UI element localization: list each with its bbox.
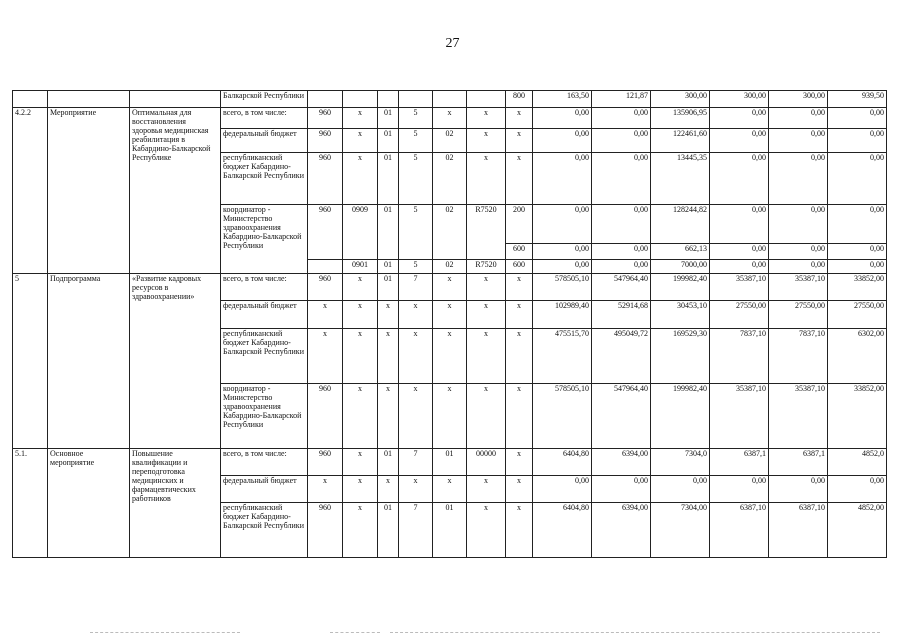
pr-code: 01	[378, 153, 399, 205]
value-cell: 0,00	[533, 205, 592, 244]
budget-table	[12, 90, 887, 558]
value-cell: 939,50	[828, 91, 887, 108]
value-cell: 0,00	[769, 205, 828, 244]
csr-code-2: x	[433, 274, 467, 301]
value-cell: 6404,80	[533, 503, 592, 558]
csr-code-3: x	[467, 301, 506, 329]
value-cell: 0,00	[769, 108, 828, 129]
table-row	[13, 274, 887, 301]
value-cell: 35387,10	[769, 274, 828, 301]
rz-code: x	[343, 449, 378, 476]
csr-code-3: 00000	[467, 449, 506, 476]
pr-code: 01	[378, 108, 399, 129]
vr-code: 800	[506, 91, 533, 108]
funding-source: координатор - Министерство здравоохранения Кабардино-Балкарской Республики	[221, 205, 308, 274]
value-cell: 30453,10	[651, 301, 710, 329]
table-row	[13, 449, 887, 476]
scan-edge-line	[390, 632, 880, 633]
pr-code: 01	[378, 205, 399, 260]
pr-code: x	[378, 329, 399, 384]
csr-code-3: R7520	[467, 260, 506, 274]
csr-code-1: x	[399, 384, 433, 449]
vr-code: x	[506, 503, 533, 558]
value-cell: 578505,10	[533, 274, 592, 301]
value-cell: 0,00	[828, 108, 887, 129]
item-status: Основное мероприятие	[48, 449, 130, 558]
item-name: «Развитие кадровых ресурсов в здравоохранении»	[130, 274, 221, 449]
rz-code: 0909	[343, 205, 378, 260]
value-cell: 4852,00	[828, 503, 887, 558]
vr-code: x	[506, 476, 533, 503]
page-number: 27	[445, 36, 460, 51]
value-cell: 578505,10	[533, 384, 592, 449]
csr-code-2: 02	[433, 153, 467, 205]
value-cell: 13445,35	[651, 153, 710, 205]
rz-code: x	[343, 329, 378, 384]
item-status: Мероприятие	[48, 108, 130, 274]
grbs-code: 960	[308, 503, 343, 558]
item-name: Оптимальная для восстановления здоровья медицинская реабилитация в Кабардино-Балкарской Республике	[130, 108, 221, 274]
value-cell: 0,00	[592, 244, 651, 260]
pr-code: 01	[378, 449, 399, 476]
value-cell: 6394,00	[592, 503, 651, 558]
value-cell: 33852,00	[828, 384, 887, 449]
value-cell: 135906,95	[651, 108, 710, 129]
value-cell: 7304,0	[651, 449, 710, 476]
rz-code: x	[343, 108, 378, 129]
csr-code-3: x	[467, 129, 506, 153]
csr-code-3: x	[467, 108, 506, 129]
value-cell: 0,00	[769, 129, 828, 153]
vr-code: x	[506, 449, 533, 476]
value-cell: 0,00	[651, 476, 710, 503]
value-cell: 6387,1	[710, 449, 769, 476]
csr-code-2: 02	[433, 260, 467, 274]
csr-code-2: 02	[433, 129, 467, 153]
value-cell: 6387,1	[769, 449, 828, 476]
value-cell: 6394,00	[592, 449, 651, 476]
csr-code-3: x	[467, 476, 506, 503]
value-cell: 0,00	[533, 129, 592, 153]
csr-code-2: 02	[433, 205, 467, 260]
funding-source: Балкарской Республики	[221, 91, 308, 108]
value-cell: 6302,00	[828, 329, 887, 384]
value-cell: 0,00	[710, 476, 769, 503]
value-cell: 475515,70	[533, 329, 592, 384]
vr-code: x	[506, 274, 533, 301]
rz-code: x	[343, 503, 378, 558]
value-cell: 35387,10	[710, 384, 769, 449]
grbs-code: 960	[308, 153, 343, 205]
vr-code: 200	[506, 205, 533, 244]
csr-code-1: 7	[399, 503, 433, 558]
vr-code: x	[506, 329, 533, 384]
value-cell: 7000,00	[651, 260, 710, 274]
pr-code: 01	[378, 503, 399, 558]
funding-source: федеральный бюджет	[221, 129, 308, 153]
value-cell: 0,00	[828, 153, 887, 205]
item-status: Подпрограмма	[48, 274, 130, 449]
value-cell: 0,00	[533, 244, 592, 260]
grbs-code: 960	[308, 108, 343, 129]
pr-code: 01	[378, 260, 399, 274]
csr-code-3: x	[467, 274, 506, 301]
value-cell: 0,00	[769, 476, 828, 503]
value-cell: 7304,00	[651, 503, 710, 558]
table-row	[13, 108, 887, 129]
value-cell: 0,00	[769, 153, 828, 205]
csr-code-1: 5	[399, 129, 433, 153]
scan-edge-line	[90, 632, 240, 633]
csr-code-2: x	[433, 329, 467, 384]
value-cell: 300,00	[769, 91, 828, 108]
pr-code: x	[378, 301, 399, 329]
vr-code: x	[506, 384, 533, 449]
value-cell: 0,00	[710, 205, 769, 244]
value-cell: 121,87	[592, 91, 651, 108]
value-cell: 0,00	[828, 129, 887, 153]
rz-code: x	[343, 129, 378, 153]
csr-code-3: x	[467, 329, 506, 384]
rz-code: 0901	[343, 260, 378, 274]
funding-source: всего, в том числе:	[221, 108, 308, 129]
value-cell: 0,00	[828, 205, 887, 244]
value-cell: 0,00	[769, 244, 828, 260]
csr-code-2: x	[433, 301, 467, 329]
pr-code: 01	[378, 274, 399, 301]
value-cell: 495049,72	[592, 329, 651, 384]
value-cell: 0,00	[710, 108, 769, 129]
value-cell: 27550,00	[769, 301, 828, 329]
value-cell: 35387,10	[769, 384, 828, 449]
value-cell: 547964,40	[592, 384, 651, 449]
rz-code: x	[343, 301, 378, 329]
value-cell: 0,00	[592, 476, 651, 503]
csr-code-1: 5	[399, 205, 433, 260]
value-cell: 27550,00	[710, 301, 769, 329]
funding-source: республиканский бюджет Кабардино-Балкарской Республики	[221, 503, 308, 558]
value-cell: 6387,10	[769, 503, 828, 558]
item-name: Повышение квалификации и переподготовка медицинских и фармацевтических работников	[130, 449, 221, 558]
vr-code: 600	[506, 260, 533, 274]
csr-code-1: 5	[399, 153, 433, 205]
value-cell: 122461,60	[651, 129, 710, 153]
value-cell: 35387,10	[710, 274, 769, 301]
value-cell: 0,00	[710, 260, 769, 274]
grbs-code: 960	[308, 449, 343, 476]
csr-code-1: x	[399, 301, 433, 329]
value-cell: 0,00	[710, 129, 769, 153]
rz-code: x	[343, 384, 378, 449]
table-row	[13, 91, 887, 108]
grbs-code: x	[308, 476, 343, 503]
csr-code-2: x	[433, 108, 467, 129]
grbs-code: x	[308, 329, 343, 384]
csr-code-1: 5	[399, 260, 433, 274]
value-cell: 7837,10	[710, 329, 769, 384]
value-cell: 0,00	[592, 260, 651, 274]
funding-source: координатор - Министерство здравоохранения Кабардино-Балкарской Республики	[221, 384, 308, 449]
value-cell: 199982,40	[651, 274, 710, 301]
value-cell: 33852,00	[828, 274, 887, 301]
value-cell: 0,00	[828, 244, 887, 260]
value-cell: 199982,40	[651, 384, 710, 449]
value-cell: 662,13	[651, 244, 710, 260]
value-cell: 0,00	[592, 129, 651, 153]
csr-code-3: x	[467, 503, 506, 558]
value-cell: 0,00	[592, 108, 651, 129]
value-cell: 163,50	[533, 91, 592, 108]
csr-code-1: 5	[399, 108, 433, 129]
grbs-code: 960	[308, 274, 343, 301]
value-cell: 0,00	[533, 476, 592, 503]
value-cell: 0,00	[710, 244, 769, 260]
vr-code: x	[506, 129, 533, 153]
csr-code-2: x	[433, 384, 467, 449]
value-cell: 6404,80	[533, 449, 592, 476]
pr-code: 01	[378, 129, 399, 153]
funding-source: федеральный бюджет	[221, 301, 308, 329]
csr-code-2: 01	[433, 503, 467, 558]
funding-source: всего, в том числе:	[221, 449, 308, 476]
csr-code-2: x	[433, 476, 467, 503]
csr-code-1: 7	[399, 274, 433, 301]
value-cell: 0,00	[533, 108, 592, 129]
value-cell: 128244,82	[651, 205, 710, 244]
funding-source: всего, в том числе:	[221, 274, 308, 301]
value-cell: 4852,0	[828, 449, 887, 476]
value-cell: 6387,10	[710, 503, 769, 558]
value-cell: 0,00	[533, 260, 592, 274]
pr-code: x	[378, 384, 399, 449]
csr-code-1: x	[399, 329, 433, 384]
vr-code: x	[506, 301, 533, 329]
csr-code-2: 01	[433, 449, 467, 476]
value-cell: 169529,30	[651, 329, 710, 384]
grbs-code: x	[308, 301, 343, 329]
grbs-code: 960	[308, 129, 343, 153]
value-cell: 0,00	[592, 153, 651, 205]
value-cell: 300,00	[710, 91, 769, 108]
value-cell: 300,00	[651, 91, 710, 108]
csr-code-1: x	[399, 476, 433, 503]
csr-code-3: R7520	[467, 205, 506, 260]
value-cell: 0,00	[828, 476, 887, 503]
value-cell: 52914,68	[592, 301, 651, 329]
value-cell: 547964,40	[592, 274, 651, 301]
value-cell: 0,00	[769, 260, 828, 274]
csr-code-3: x	[467, 153, 506, 205]
value-cell: 0,00	[710, 153, 769, 205]
value-cell: 0,00	[828, 260, 887, 274]
funding-source: республиканский бюджет Кабардино-Балкарской Республики	[221, 329, 308, 384]
csr-code-1: 7	[399, 449, 433, 476]
vr-code: x	[506, 108, 533, 129]
rz-code: x	[343, 153, 378, 205]
item-number: 4.2.2	[13, 108, 48, 274]
value-cell: 0,00	[533, 153, 592, 205]
grbs-code: 960	[308, 384, 343, 449]
value-cell: 7837,10	[769, 329, 828, 384]
vr-code: 600	[506, 244, 533, 260]
pr-code: x	[378, 476, 399, 503]
value-cell: 0,00	[592, 205, 651, 244]
funding-source: республиканский бюджет Кабардино-Балкарской Республики	[221, 153, 308, 205]
scan-edge-line	[330, 632, 380, 633]
rz-code: x	[343, 274, 378, 301]
item-number: 5	[13, 274, 48, 449]
value-cell: 27550,00	[828, 301, 887, 329]
csr-code-3: x	[467, 384, 506, 449]
item-number: 5.1.	[13, 449, 48, 558]
value-cell: 102989,40	[533, 301, 592, 329]
vr-code: x	[506, 153, 533, 205]
rz-code: x	[343, 476, 378, 503]
grbs-code: 960	[308, 205, 343, 260]
funding-source: федеральный бюджет	[221, 476, 308, 503]
